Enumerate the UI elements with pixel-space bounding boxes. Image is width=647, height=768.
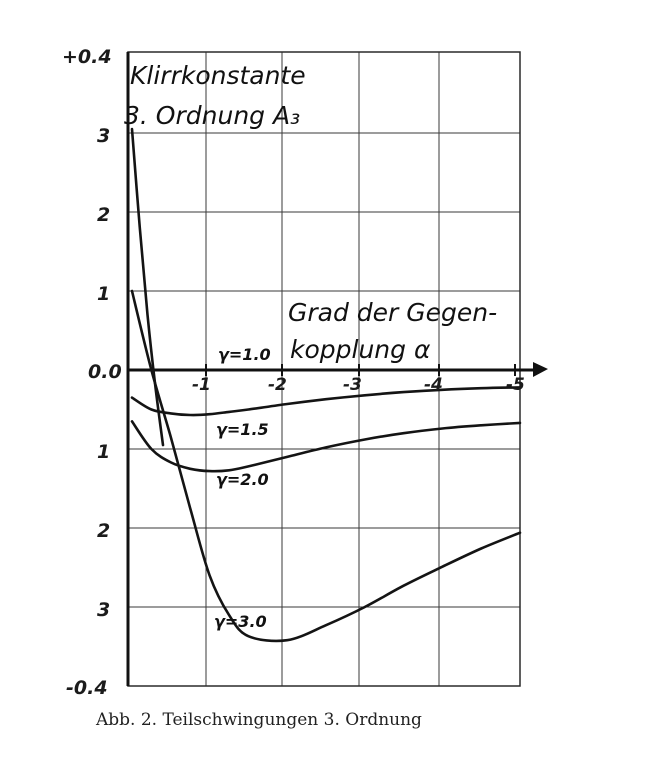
y-tick-label: +0.4 xyxy=(62,46,112,68)
y-tick-label: 2 xyxy=(97,520,111,542)
x-axis-arrowhead xyxy=(533,362,548,377)
chart-axes xyxy=(128,52,548,686)
y-tick-label: 0.0 xyxy=(88,361,122,383)
series-label-gamma-1-5: γ=1.5 xyxy=(216,420,269,439)
x-axis-title-line-1: Grad der Gegen- xyxy=(288,298,498,327)
chart-curves xyxy=(132,129,520,641)
y-tick-label: 3 xyxy=(97,599,111,621)
y-axis-tick-labels xyxy=(62,46,122,699)
figure-caption: Abb. 2. Teilschwingungen 3. Ordnung xyxy=(96,710,422,730)
series-label-gamma-3-0: γ=3.0 xyxy=(214,612,267,631)
y-tick-label: 3 xyxy=(97,125,111,147)
y-tick-label: 1 xyxy=(97,283,111,305)
x-axis-title-line-2: kopplung α xyxy=(290,335,431,364)
x-tick-label: -4 xyxy=(424,375,443,395)
chart-title-line-2: 3. Ordnung A₃ xyxy=(124,101,301,130)
x-axis-tick-labels xyxy=(192,375,525,395)
curve-gamma-1-0 xyxy=(132,387,520,415)
y-tick-label: -0.4 xyxy=(66,677,108,699)
x-tick-label: -2 xyxy=(268,375,287,395)
x-tick-label: -5 xyxy=(506,375,525,395)
curve-gamma-1-5 xyxy=(132,421,520,471)
y-tick-label: 2 xyxy=(97,204,111,226)
x-tick-label: -3 xyxy=(343,375,362,395)
y-tick-label: 1 xyxy=(97,441,111,463)
chart-title-line-1: Klirrkonstante xyxy=(130,61,306,90)
series-label-gamma-1-0: γ=1.0 xyxy=(218,345,271,364)
series-labels xyxy=(214,345,271,631)
series-label-gamma-2-0: γ=2.0 xyxy=(216,470,269,489)
x-tick-label: -1 xyxy=(192,375,211,395)
